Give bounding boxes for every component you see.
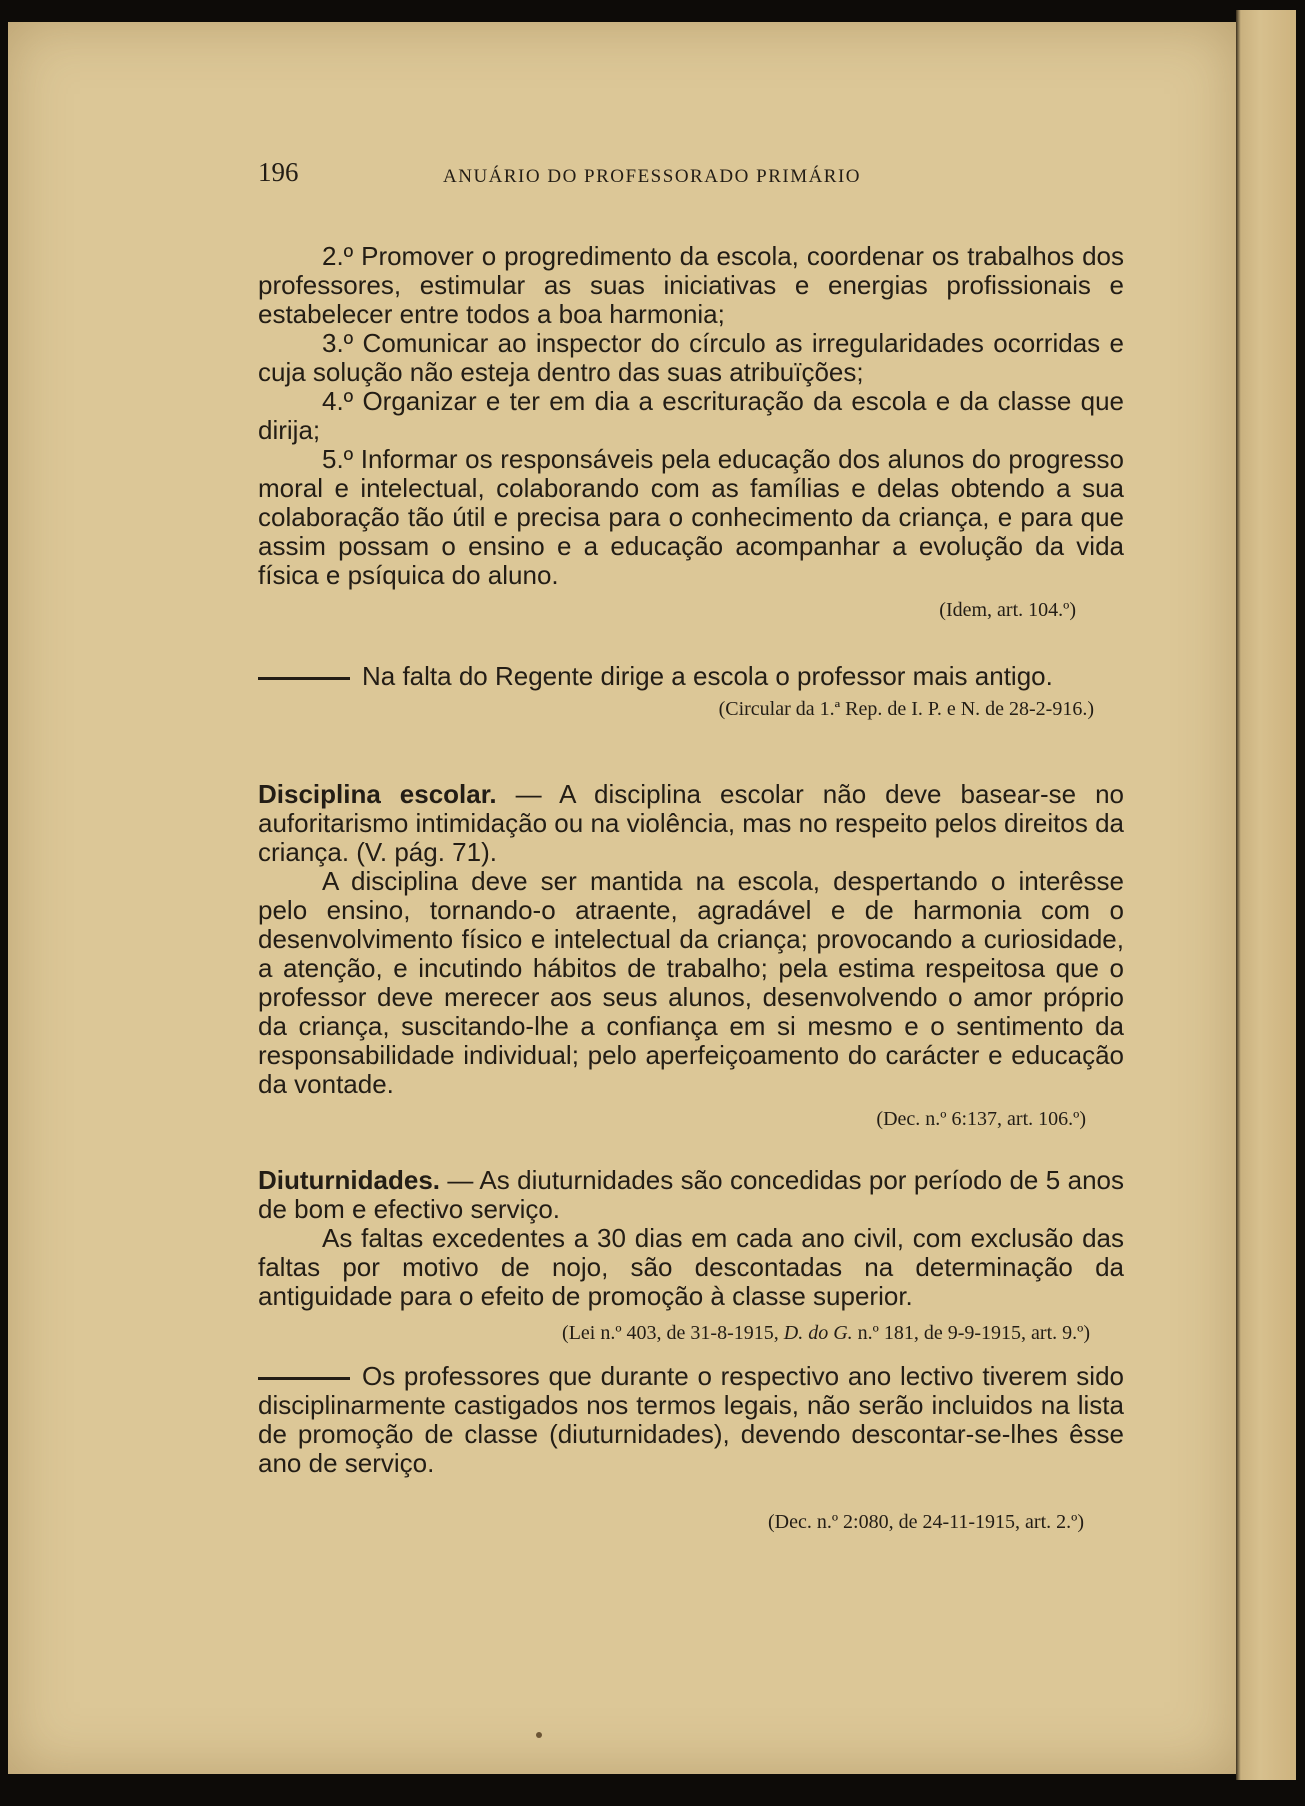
ref-prefix: (Lei n.º 403, de 31-8-1915, <box>562 1322 784 1344</box>
page-number: 196 <box>258 157 299 187</box>
adjacent-page-edge <box>1236 10 1296 1780</box>
disciplina-reference: (Dec. n.º 6:137, art. 106.º) <box>876 1108 1086 1130</box>
item-2: 2.º Promover o progredimento da escola, coordenar os trabalhos dos professores, estimular as suas iniciativas e energias profissionais e estabelecer entre todos a boa harmonia; <box>258 241 1124 329</box>
item-5: 5.º Informar os responsáveis pela educação dos alunos do progresso moral e intelectual, colaborando com as famílias e delas obtendo a sua colaboração tão útil e precisa para o conhecimento da criança, e para que assim possam o ensino e a educação acompanhar a evolução da vida física e psíquica do aluno. <box>258 444 1124 590</box>
list-items-block <box>258 242 1124 625</box>
ref-italic: D. do G. <box>783 1322 853 1344</box>
diuturnidades-reference <box>258 1319 1124 1348</box>
diuturnidades-intro <box>258 1166 1124 1224</box>
item-reference: (Idem, art. 104.º) <box>939 599 1076 621</box>
regente-text: Na falta do Regente dirige a escola o professor mais antigo. <box>362 661 1053 691</box>
diuturnidades-heading: Diuturnidades. <box>258 1165 441 1195</box>
running-title: ANUÁRIO DO PROFESSORADO PRIMÁRIO <box>443 166 862 187</box>
item-4: 4.º Organizar e ter em dia a escrituração da escola e da classe que dirija; <box>258 386 1124 445</box>
dash-rule <box>258 1377 350 1380</box>
disciplina-heading: Disciplina escolar. <box>258 779 497 809</box>
regente-paragraph <box>258 662 1124 691</box>
diuturnidades-intro-text: — As diuturnidades são concedidas por período de 5 anos de bom e efectivo serviço. <box>258 1165 1124 1224</box>
ref-suffix: n.º 181, de 9-9-1915, art. 9.º) <box>852 1322 1090 1344</box>
diuturnidades-note-reference: (Dec. n.º 2:080, de 24-11-1915, art. 2.º) <box>767 1511 1084 1533</box>
dash-rule <box>258 677 350 680</box>
paper-spot <box>536 1732 542 1738</box>
diuturnidades-note <box>258 1362 1124 1478</box>
diuturnidades-body: As faltas excedentes a 30 dias em cada ano civil, com exclusão das faltas por motivo de nojo, são descontadas na determinação da antiguidade para o efeito de promoção à classe superior. <box>258 1223 1124 1311</box>
disciplina-intro-text: — A disciplina escolar não deve basear-se no auforitarismo intimidação ou na violência, mas no respeito pelos direitos da criança. (V. pág. 71). <box>258 779 1125 867</box>
disciplina-body: A disciplina deve ser mantida na escola, despertando o interêsse pelo ensino, tornando-o atraente, agradável e de harmonia com o desenvolvimento físico e intelectual da criança; provocando a curiosidade, a atenção, e incutindo hábitos de trabalho; pela estima respeitosa que o professor deve merecer aos seus alunos, desenvolvendo o amor próprio da criança, suscitando-lhe a confiança em si mesmo e o sentimento da responsabilidade individual; pelo aperfeiçoamento do carácter e educação da vontade. <box>258 866 1124 1099</box>
page-header <box>258 158 1124 188</box>
disciplina-intro <box>258 780 1124 867</box>
item-3: 3.º Comunicar ao inspector do círculo as irregularidades ocorridas e cuja solução não esteja dentro das suas atribuïções; <box>258 328 1124 387</box>
regente-reference: (Circular da 1.ª Rep. de I. P. e N. de 28-2-916.) <box>718 698 1094 720</box>
regente-block <box>258 662 1124 724</box>
diuturnidades-note-text: Os professores que durante o respectivo ano lectivo tiverem sido disciplinarmente castigados nos termos legais, não serão incluidos na lista de promoção de classe (diuturnidades), devendo descontar-se-lhes êsse ano de serviço. <box>258 1361 1124 1478</box>
disciplina-block <box>258 780 1124 1134</box>
diuturnidades-block <box>258 1166 1124 1537</box>
